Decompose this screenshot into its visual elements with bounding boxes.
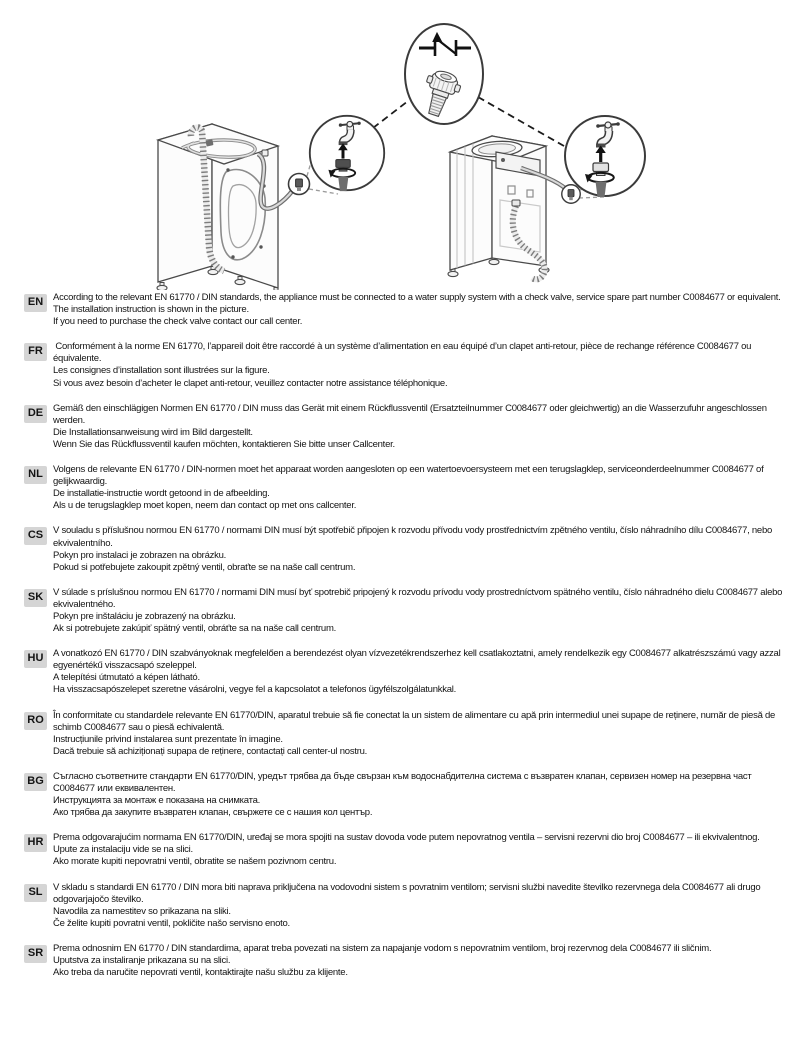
- lang-block-sr: [24, 943, 790, 979]
- lang-line: Инструкцията за монтаж е показана на снимката.: [53, 795, 260, 807]
- tap-connection-detail-right: [565, 116, 645, 197]
- lang-line: Prema odgovarajućim normama EN 61770/DIN, uređaj se mora spojiti na sustav dovoda vode putem nepovratnog ventila – servisni rezervni dio broj C0084677 – ili ekvivalentnog.: [53, 832, 760, 844]
- lang-text-ro: [53, 710, 790, 758]
- lang-badge-fr: FR: [24, 343, 47, 361]
- hose-spot-marker-left: [289, 174, 310, 195]
- lang-line: V skladu s standardi EN 61770 / DIN mora biti naprava priključena na vodovodni sistem s povratnim ventilom; servisni službi navedite številko rezervnega dela C0084677 ali drugo odgovarjajočo številko.: [53, 881, 761, 905]
- lang-text-sk: [53, 587, 790, 635]
- lang-text-en: [53, 292, 790, 328]
- lang-badge-bg: BG: [24, 773, 47, 791]
- lang-line: Les consignes d’installation sont illustrées sur la figure.: [53, 365, 270, 377]
- lang-block-en: [24, 292, 790, 328]
- lang-block-bg: [24, 771, 790, 819]
- installation-diagram: [0, 0, 802, 290]
- lang-line: Prema odnosnim EN 61770 / DIN standardima, aparat treba povezati na sistem za napajanje vodom s nepovratnim ventilom, broj rezervnog dela C0084677 ili sličnim.: [53, 942, 712, 954]
- lang-block-nl: [24, 464, 790, 512]
- lang-line: A vonatkozó EN 61770 / DIN szabványoknak megfelelően a berendezést olyan vízvezetékrendszerhez kell csatlakoztatni, amely rendelkezik egy C0084677 alkatrészszámú vagy azzal egyenértékű visszacsapó szeleppel.: [53, 648, 781, 672]
- lang-text-cs: [53, 525, 790, 573]
- lang-line: Pokyn pro instalaci je zobrazen na obrázku.: [53, 549, 227, 561]
- lang-line: Съгласно съответните стандарти EN 61770/DIN, уредът трябва да бъде свързан към водоснабдителна система с възвратен клапан, сервизен номер на резервна част C0084677 или еквивалентен.: [53, 770, 752, 794]
- lang-text-fr: [53, 341, 790, 389]
- lang-line: Navodila za namestitev so prikazana na sliki.: [53, 905, 231, 917]
- tap-connection-detail-left: [310, 116, 384, 191]
- lang-line: The installation instruction is shown in the picture.: [53, 304, 249, 316]
- lang-line: Ha visszacsapószelepet szeretne vásárolni, vegye fel a kapcsolatot a telefonos ügyfélszolgálatunkkal.: [53, 684, 457, 696]
- lang-line: Volgens de relevante EN 61770 / DIN-normen moet het apparaat worden aangesloten op een watertoevoersysteem met een terugslagklep, serviceonderdeelnummer C0084677 of gelijkwaardig.: [53, 464, 764, 488]
- lang-text-bg: [53, 771, 790, 819]
- lang-line: If you need to purchase the check valve contact our call center.: [53, 316, 303, 328]
- lang-line: Gemäß den einschlägigen Normen EN 61770 / DIN muss das Gerät mit einem Rückflussventil (Ersatzteilnummer C0084677 oder gleichwertig) an die Wasserzufuhr angeschlossen werden.: [53, 402, 767, 426]
- hose-spot-marker-right: [562, 185, 580, 203]
- front-load-washer-illustration: [157, 124, 293, 290]
- top-load-washer-illustration: [448, 136, 566, 279]
- lang-line: V souladu s příslušnou normou EN 61770 / normami DIN musí být spotřebič připojen k rozvodu přívodu vody prostřednictvím zpětného ventilu, číslo náhradního dílu C0084677, nebo ekvivalentního.: [53, 525, 773, 549]
- lang-badge-sr: SR: [24, 945, 47, 963]
- lang-line: Uputstva za instaliranje prikazana su na slici.: [53, 955, 231, 967]
- lang-block-sk: [24, 587, 790, 635]
- lang-line: Če želite kupiti povratni ventil, pokličite našo servisno enoto.: [53, 917, 290, 929]
- lang-line: Wenn Sie das Rückflussventil kaufen möchten, kontaktieren Sie bitte unser Callcenter.: [53, 438, 395, 450]
- lang-line: În conformitate cu standardele relevante EN 61770/DIN, aparatul trebuie să fie conectat la un sistem de alimentare cu apă prin intermediul unei supape de reținere, număr de piesă de schimb C0084677 sau o piesă echivalentă.: [53, 709, 776, 733]
- lang-badge-de: DE: [24, 405, 47, 423]
- lang-badge-sk: SK: [24, 589, 47, 607]
- lang-block-cs: [24, 525, 790, 573]
- lang-badge-sl: SL: [24, 884, 47, 902]
- lang-text-de: [53, 403, 790, 451]
- lang-line: Instrucțiunile privind instalarea sunt prezentate în imagine.: [53, 733, 283, 745]
- lang-text-hr: [53, 832, 790, 868]
- lang-block-fr: [24, 341, 790, 389]
- lang-line: Ako morate kupiti nepovratni ventil, obratite se našem pozivnom centru.: [53, 856, 337, 868]
- lang-badge-hu: HU: [24, 650, 47, 668]
- lang-line: A telepítési útmutató a képen látható.: [53, 672, 200, 684]
- lang-badge-nl: NL: [24, 466, 47, 484]
- lang-line: Conformément à la norme EN 61770, l’appareil doit être raccordé à un système d’alimentation en eau équipé d’un clapet anti-retour, pièce de rechange référence C0084677 ou équivalente.: [53, 341, 752, 365]
- lang-text-hu: [53, 648, 790, 696]
- lang-line: V súlade s príslušnou normou EN 61770 / normami DIN musí byť spotrebič pripojený k rozvodu prívodu vody prostredníctvom spätného ventilu, číslo náhradného dielu C0084677 alebo ekvivalentného.: [53, 586, 783, 610]
- lang-text-sl: [53, 882, 790, 930]
- lang-line: Die Installationsanweisung wird im Bild dargestellt.: [53, 426, 253, 438]
- lang-text-sr: [53, 943, 790, 979]
- lang-line: Si vous avez besoin d’acheter le clapet anti-retour, veuillez contacter notre assistance téléphonique.: [53, 377, 448, 389]
- lang-line: Dacă trebuie să achiziționați supapa de reținere, contactați call center-ul nostru.: [53, 745, 368, 757]
- lang-line: Ako treba da naručite nepovrati ventil, kontaktirajte našu službu za klijente.: [53, 967, 348, 979]
- lang-line: De installatie-instructie wordt getoond in de afbeelding.: [53, 488, 270, 500]
- lang-block-sl: [24, 882, 790, 930]
- lang-badge-ro: RO: [24, 712, 47, 730]
- lang-badge-en: EN: [24, 294, 47, 312]
- lang-block-hr: [24, 832, 790, 868]
- lang-line: According to the relevant EN 61770 / DIN standards, the appliance must be connected to a water supply system with a check valve, service spare part number C0084677 or equivalent.: [53, 292, 781, 303]
- lang-badge-cs: CS: [24, 527, 47, 545]
- lang-block-de: [24, 403, 790, 451]
- lang-block-hu: [24, 648, 790, 696]
- installation-figure: [0, 0, 802, 290]
- lang-line: Upute za instalaciju vide se na slici.: [53, 844, 193, 856]
- lang-line: Ако трябва да закупите възвратен клапан, свържете се с нашия кол център.: [53, 807, 373, 819]
- check-valve-callout: [405, 24, 483, 124]
- lang-line: Als u de terugslagklep moet kopen, neem dan contact op met ons callcenter.: [53, 500, 357, 512]
- lang-line: Pokyn pre inštaláciu je zobrazený na obrázku.: [53, 610, 236, 622]
- language-sections: [0, 290, 802, 979]
- lang-line: Ak si potrebujete zakúpiť spätný ventil, obráťte sa na naše call centrum.: [53, 623, 337, 635]
- lang-block-ro: [24, 710, 790, 758]
- lang-badge-hr: HR: [24, 834, 47, 852]
- lang-text-nl: [53, 464, 790, 512]
- lang-line: Pokud si potřebujete zakoupit zpětný ventil, obraťte se na naše call centrum.: [53, 561, 356, 573]
